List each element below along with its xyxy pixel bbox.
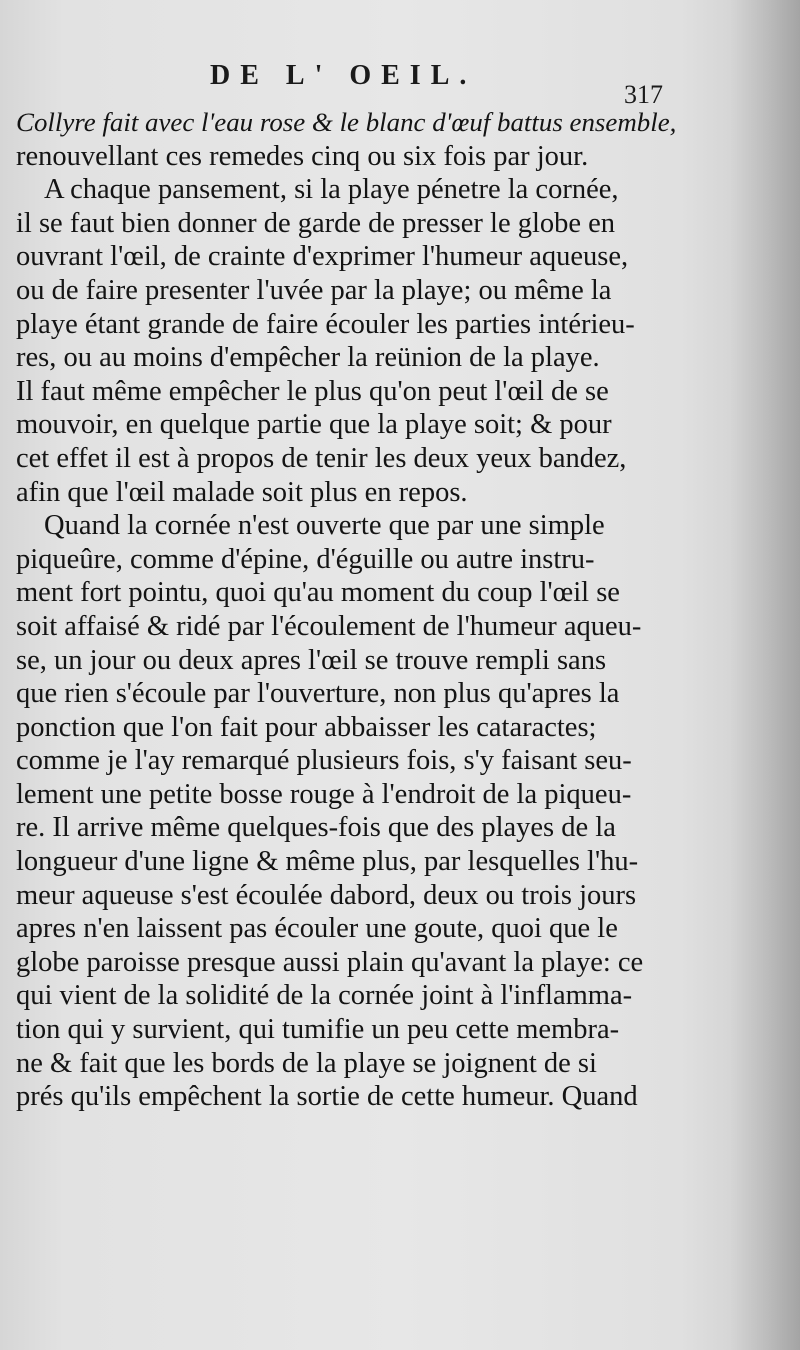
text-line: qui vient de la solidité de la cornée joint à l'inflamma- xyxy=(16,980,633,1012)
text-line: A chaque pansement, si la playe pénetre la cornée, xyxy=(44,174,619,206)
text-line: playe étant grande de faire écouler les parties intérieu- xyxy=(16,308,635,340)
text-line: afin que l'œil malade soit plus en repos. xyxy=(16,476,468,508)
body-text xyxy=(16,106,684,1114)
text-line: Quand la cornée n'est ouverte que par une simple xyxy=(44,510,605,542)
text-line: globe paroisse presque aussi plain qu'avant la playe: ce xyxy=(16,946,644,978)
text-line: cet effet il est à propos de tenir les deux yeux bandez, xyxy=(16,442,627,474)
text-line: Collyre fait avec l'eau rose & le blanc d'œuf battus ensemble, xyxy=(16,107,677,137)
text-line: se, un jour ou deux apres l'œil se trouve rempli sans xyxy=(16,644,607,676)
text-line: re. Il arrive même quelques-fois que des playes de la xyxy=(16,812,616,844)
text-line: que rien s'écoule par l'ouverture, non plus qu'apres la xyxy=(16,678,620,710)
text-line: ouvrant l'œil, de crainte d'exprimer l'humeur aqueuse, xyxy=(16,241,629,273)
running-title: DE L' OEIL. xyxy=(210,60,477,91)
text-line: longueur d'une ligne & même plus, par lesquelles l'hu- xyxy=(16,846,639,878)
page-gutter-shadow xyxy=(730,0,800,1350)
text-line: prés qu'ils empêchent la sortie de cette humeur. Quand xyxy=(16,1081,638,1113)
text-line: lement une petite bosse rouge à l'endroit de la piqueu- xyxy=(16,778,632,810)
text-line: mouvoir, en quelque partie que la playe soit; & pour xyxy=(16,409,612,441)
text-line: soit affaisé & ridé par l'écoulement de l'humeur aqueu- xyxy=(16,610,642,642)
text-line: Il faut même empêcher le plus qu'on peut l'œil de se xyxy=(16,375,609,407)
text-line: renouvellant ces remedes cinq ou six fois par jour. xyxy=(16,140,589,172)
page-number: 317 xyxy=(624,80,663,109)
text-line: res, ou au moins d'empêcher la reünion de la playe. xyxy=(16,342,600,374)
text-line: piqueûre, comme d'épine, d'éguille ou autre instru- xyxy=(16,543,595,575)
text-line: il se faut bien donner de garde de presser le globe en xyxy=(16,207,616,239)
text-line: ne & fait que les bords de la playe se joignent de si xyxy=(16,1047,597,1079)
text-line: ou de faire presenter l'uvée par la playe; ou même la xyxy=(16,274,612,306)
text-line: ment fort pointu, quoi qu'au moment du coup l'œil se xyxy=(16,577,620,609)
text-line: ponction que l'on fait pour abbaisser les cataractes; xyxy=(16,711,597,743)
text-line: meur aqueuse s'est écoulée dabord, deux ou trois jours xyxy=(16,879,637,911)
text-line: tion qui y survient, qui tumifie un peu cette membra- xyxy=(16,1014,620,1046)
text-line: apres n'en laissent pas écouler une goute, quoi que le xyxy=(16,913,618,945)
text-line: comme je l'ay remarqué plusieurs fois, s'y faisant seu- xyxy=(16,745,632,777)
